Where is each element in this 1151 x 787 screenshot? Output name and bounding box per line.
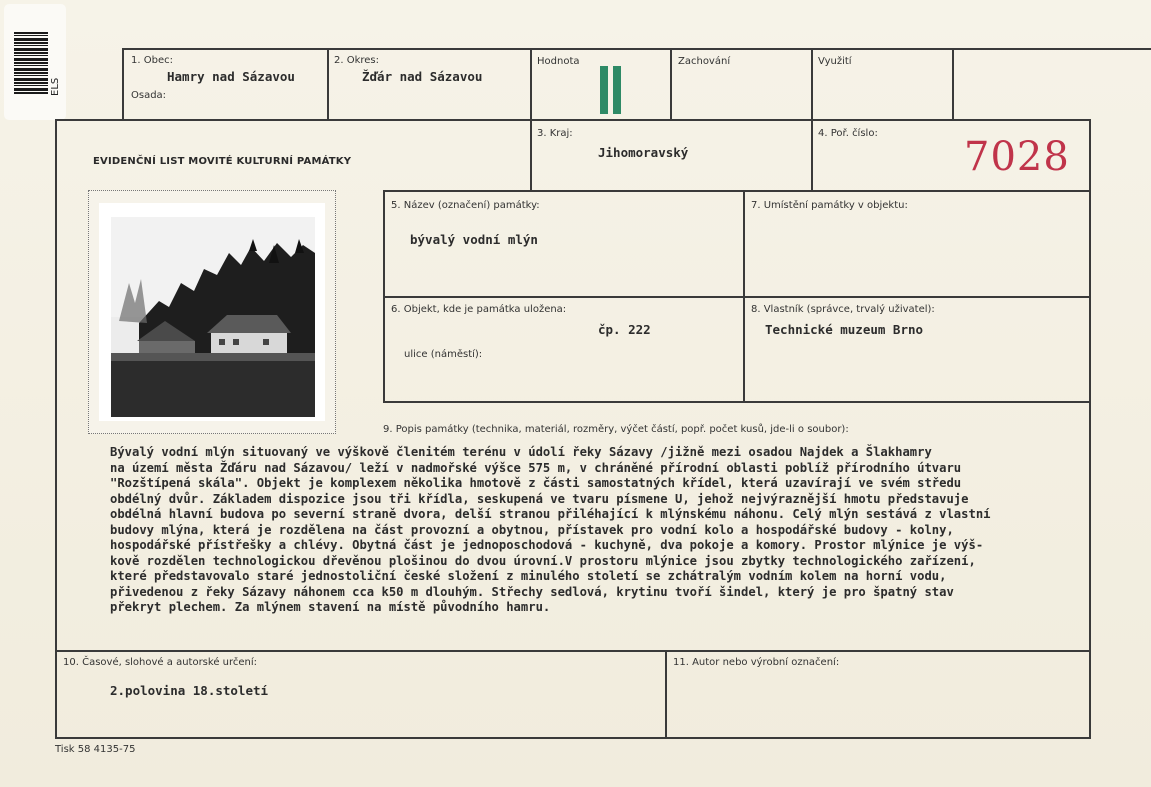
barcode-label bbox=[4, 4, 66, 120]
popis-label: 9. Popis památky (technika, materiál, rozměry, výčet částí, popř. počet kusů, jde-li o soubor): bbox=[383, 424, 849, 435]
popis-line: na území města Žďáru nad Sázavou/ leží v nadmořské výšce 575 m, v chráněné přírodní oblasti poblíž přírodního útvaru bbox=[110, 460, 962, 475]
print-code: Tisk 58 4135-75 bbox=[55, 744, 136, 755]
obec-value: Hamry nad Sázavou bbox=[167, 69, 295, 84]
vlastnik-value: Technické muzeum Brno bbox=[765, 322, 924, 337]
ulice-label: ulice (náměstí): bbox=[404, 349, 483, 360]
casove-value: 2.polovina 18.století bbox=[110, 683, 269, 698]
vlastnik-label: 8. Vlastník (správce, trvalý uživatel): bbox=[751, 304, 935, 315]
popis-line: obdélný dvůr. Základem dispozice jsou tři křídla, seskupená ve tvaru písmene U, jehož nejvýraznější hmotu představuje bbox=[110, 491, 969, 506]
popis-line: budovy mlýna, která je rozdělena na část provozní a obytnou, přístavek pro vodní kolo a hospodářské budovy - kolny, bbox=[110, 522, 954, 537]
okres-value: Žďár nad Sázavou bbox=[362, 69, 483, 84]
osada-label: Osada: bbox=[131, 90, 167, 101]
popis-text bbox=[110, 445, 1070, 616]
popis-line: přivedenou z řeky Sázavy náhonem cca k50 m dlouhým. Střechy sedlová, krytinu tvoří šindel, který je pro špatný stav bbox=[110, 584, 954, 599]
barcode-icon bbox=[14, 32, 48, 94]
casove-label: 10. Časové, slohové a autorské určení: bbox=[63, 657, 258, 668]
popis-line: kově rozdělen technologickou dřevěnou plošinou do dvou úrovní.V prostoru mlýnice jsou zbytky technologického zařízení, bbox=[110, 553, 976, 568]
popis-line: překryt plechem. Za mlýnem stavení na místě původního hamru. bbox=[110, 600, 551, 614]
sidebar-code: ELS bbox=[50, 77, 61, 96]
obec-label: 1. Obec: bbox=[131, 55, 173, 66]
popis-line: "Rozštípená skála". Objekt je komplexem několika hmotově z části samostatných křídel, která uzavírají ve svém středu bbox=[110, 476, 962, 490]
por-cislo-label: 4. Poř. číslo: bbox=[818, 128, 878, 139]
umisteni-label: 7. Umístění památky v objektu: bbox=[751, 200, 908, 211]
vyuziti-label: Využití bbox=[818, 56, 852, 67]
hodnota-label: Hodnota bbox=[537, 56, 580, 67]
mill-photo bbox=[99, 203, 325, 421]
autor-label: 11. Autor nebo výrobní označení: bbox=[673, 657, 840, 668]
photo-frame bbox=[88, 190, 336, 434]
form-title: EVIDENČNÍ LIST MOVITÉ KULTURNÍ PAMÁTKY bbox=[93, 156, 352, 167]
popis-line: obdélná hlavní budova po severní straně dvora, delší stranou přiléhající k mlýnskému náhonu. Celý mlýn sestává z vlastní bbox=[110, 507, 991, 521]
kraj-value: Jihomoravský bbox=[598, 145, 689, 160]
hodnota-mark bbox=[600, 66, 624, 114]
por-cislo-value: 7028 bbox=[964, 134, 1070, 180]
popis-line: hospodářské přístřešky a chlévy. Obytná část je jednoposchodová - kuchyně, dva pokoje a komory. Prostor mlýnice je výš- bbox=[110, 538, 984, 552]
popis-line: které představovalo staré jednostoliční české složení z minulého století se zchátralým vodním kolem na horní vodu, bbox=[110, 569, 947, 583]
okres-label: 2. Okres: bbox=[334, 55, 380, 66]
objekt-label: 6. Objekt, kde je památka uložena: bbox=[391, 304, 567, 315]
objekt-value: čp. 222 bbox=[598, 322, 651, 337]
popis-line: Bývalý vodní mlýn situovaný ve výškově členitém terénu v údolí řeky Sázavy /jižně mezi osadou Najdek a Šlakhamry bbox=[110, 445, 932, 459]
nazev-value: bývalý vodní mlýn bbox=[410, 232, 538, 247]
kraj-label: 3. Kraj: bbox=[537, 128, 573, 139]
nazev-label: 5. Název (označení) památky: bbox=[391, 200, 540, 211]
zachovani-label: Zachování bbox=[678, 56, 731, 67]
